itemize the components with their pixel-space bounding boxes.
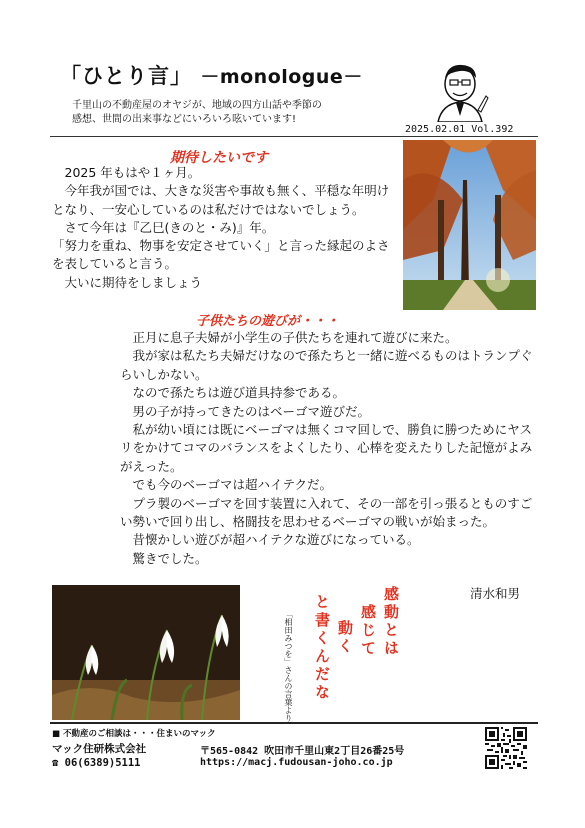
snowdrop-photo: [52, 585, 240, 720]
title-en: －monologue－: [200, 66, 363, 88]
s1-p2: 今年我が国では、大きな災害や事故も無く、平穏な年明けとなり、一安心しているのは私だけではないでしょう。: [52, 183, 390, 217]
section2-heading: 子供たちの遊びが・・・: [196, 314, 340, 329]
poem: [310, 586, 402, 721]
s1-p1: 2025 年もはや１ヶ月。: [64, 165, 201, 180]
section2-body: [120, 329, 538, 568]
s2-p5: 私が幼い頃には既にベーゴマは無くコマ回しで、勝負に勝つためにヤスリをかけてコマのバランスをよくしたり、心棒を変えたりした記憶がよみがえった。: [120, 422, 533, 474]
footer-consultation: ■ 不動産のご相談は・・・住まいのマック: [52, 729, 216, 739]
s2-p1: 正月に息子夫婦が小学生の子供たちを連れて遊びに来た。: [132, 330, 458, 345]
title-jp: 「ひとり言」: [60, 64, 192, 88]
s1-p3: さて今年は『乙巳(きのと・み)』年。: [64, 219, 275, 235]
s1-p5: 大いに期待をしましょう: [64, 274, 203, 290]
s2-p6: でも今のベーゴマは超ハイテクだ。: [132, 477, 333, 493]
tagline-line-2: 感想、世間の出来事などにいろいろ呟いています!: [72, 114, 297, 125]
footer-divider: [50, 722, 538, 724]
s2-p2: 我が家は私たち夫婦だけなので孫たちと一緒に遊べるものはトランプぐらいしかない。: [120, 348, 533, 382]
company-url[interactable]: https://macj.fudousan-joho.co.jp: [200, 757, 393, 768]
s1-p4: 「努力を重ね、物事を安定させていく」と言った縁起のよさを表していると言う。: [52, 238, 390, 272]
header-divider: [50, 136, 538, 137]
s2-p3: なので孫たちは遊び道具持参である。: [132, 385, 346, 401]
section1-body: [52, 164, 397, 292]
poem-line-1: 感動とは: [382, 586, 400, 658]
poem-line-3: 動く: [336, 620, 354, 656]
company-address: 〒565-0842 吹田市千里山東2丁目26番25号: [200, 746, 405, 757]
author-caricature-icon: [432, 60, 492, 122]
tagline-line-1: 千里山の不動産屋のオヤジが、地域の四方山話や季節の: [72, 100, 322, 111]
qr-code-icon[interactable]: [485, 727, 527, 769]
poem-line-2: 感じて: [359, 604, 377, 658]
poem-credit: 「相田みつを」さんの言葉より: [284, 610, 293, 722]
company-name: マック住研株式会社: [52, 743, 147, 755]
s2-p9: 驚きでした。: [132, 550, 208, 566]
s2-p4: 男の子が持ってきたのはベーゴマ遊びだ。: [132, 403, 371, 419]
section1-heading: 期待したいです: [170, 150, 268, 166]
s2-p8: 昔懐かしい遊びが超ハイテクな遊びになっている。: [132, 532, 420, 548]
s2-p7: プラ製のベーゴマを回す装置に入れて、その一部を引っ張るとものすごい勢いで回り出し、格闘技を思わせるベーゴマの戦いが始まった。: [120, 495, 533, 530]
poem-line-4: と書くんだな: [313, 594, 331, 702]
issue-date-volume: 2025.02.01 Vol.392: [405, 124, 514, 135]
newsletter-title: [60, 60, 363, 90]
tagline: [72, 99, 412, 127]
author-name: 清水和男: [470, 586, 521, 601]
phone-number: ☎ 06(6389)5111: [52, 757, 141, 769]
metasequoia-photo: [403, 140, 536, 310]
